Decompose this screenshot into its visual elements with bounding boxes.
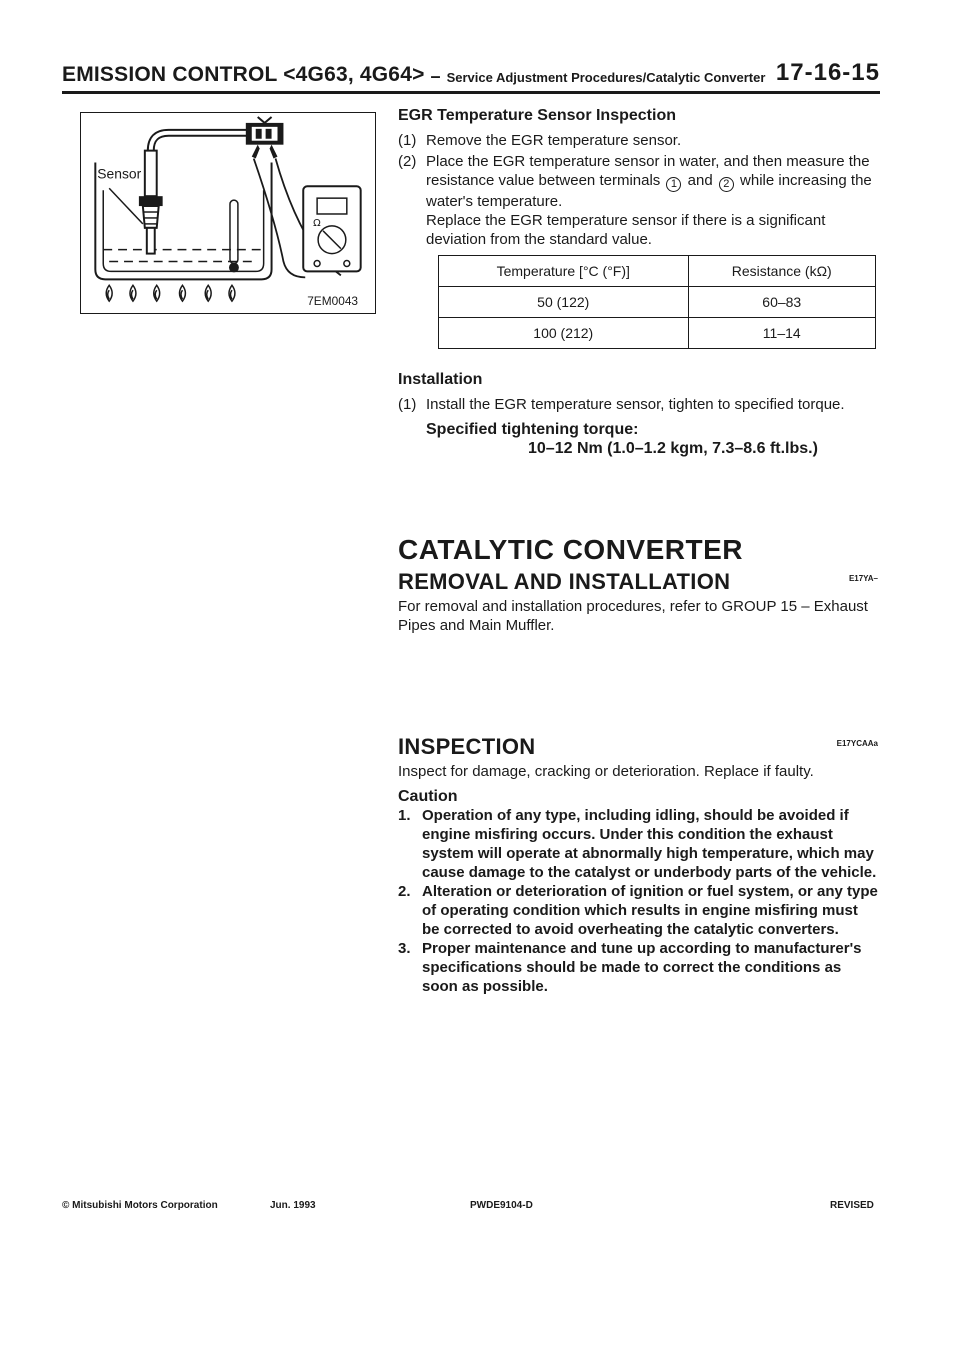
table-header-resistance: Resistance (kΩ) [688, 256, 875, 287]
torque-label: Specified tightening torque: [426, 421, 639, 438]
step-text-and: and [687, 172, 713, 189]
step-text-a: Place the EGR temperature sensor in water, and then measure the resistance value between terminals [426, 153, 870, 189]
removal-installation-title: REMOVAL AND INSTALLATION [398, 569, 731, 594]
footer-copyright: © Mitsubishi Motors Corporation [62, 1200, 218, 1211]
step-text: Install the EGR temperature sensor, tighten to specified torque. [426, 396, 845, 413]
caution-item [398, 939, 878, 996]
egr-step-2 [398, 152, 878, 249]
terminal-1-marker: 1 [666, 177, 681, 192]
sensor-stem [145, 151, 157, 197]
section-subtitle: Service Adjustment Procedures/Catalytic Converter [446, 70, 766, 85]
page-number: 17-16-15 [775, 59, 880, 86]
meter-jack-2 [344, 261, 350, 267]
caution-item [398, 806, 878, 882]
sensor-harness [151, 133, 246, 151]
caution-text: Operation of any type, including idling, should be avoided if engine misfiring occurs. Under this condition the exhaust system will operate at abnormally high temperature, which may cause damage to the catalyst or underbody parts of the vehicle. [422, 807, 877, 881]
inspection-section-code: E17YCAAa [836, 739, 878, 748]
caution-text: Proper maintenance and tune up according to manufacturer's specifications should be made to correct the conditions as soon as possible. [422, 940, 862, 995]
table-cell: 50 (122) [439, 287, 689, 318]
step-number: (1) [398, 396, 417, 413]
egr-step-1 [398, 131, 878, 150]
table-header-row [439, 256, 876, 287]
section-title: EMISSION CONTROL <4G63, 4G64> [62, 63, 425, 86]
table-cell: 11–14 [688, 318, 875, 349]
egr-sensor-test-diagram [81, 113, 375, 313]
sensor-hex-nut [139, 196, 163, 206]
table-cell: 100 (212) [439, 318, 689, 349]
probe-2 [270, 145, 278, 159]
page-header [62, 60, 880, 94]
table-header-temperature: Temperature [°C (°F)] [439, 256, 689, 287]
step-number: (2) [398, 153, 417, 170]
caution-text: Alteration or deterioration of ignition or fuel system, or any type of operating condition which results in engine misfiring must be corrected to avoid overheating the catalytic converters. [422, 883, 878, 938]
inspection-section [398, 734, 878, 996]
caution-title: Caution [398, 788, 458, 805]
removal-section-code: E17YA– [848, 574, 878, 583]
torque-value: 10–12 Nm (1.0–1.2 kgm, 7.3–8.6 ft.lbs.) [528, 440, 818, 457]
ohm-symbol: Ω [313, 217, 321, 229]
footer-status: REVISED [830, 1200, 874, 1211]
inspection-heading-row [398, 734, 878, 759]
catalytic-converter-section [398, 534, 878, 635]
step-text-c: Replace the EGR temperature sensor if there is a significant deviation from the standard value. [426, 212, 826, 248]
installation-title: Installation [398, 371, 483, 388]
sensor-label: Sensor [97, 165, 142, 182]
table-cell: 60–83 [688, 287, 875, 318]
sensor-leader-line [109, 188, 143, 224]
burner-flames [106, 285, 235, 301]
installation-section [398, 370, 878, 458]
caution-number: 3. [398, 940, 411, 957]
table-row [439, 287, 876, 318]
caution-item [398, 882, 878, 939]
thermometer [230, 200, 238, 263]
egr-sensor-test-figure [80, 112, 376, 314]
probe-1 [252, 145, 260, 159]
egr-inspection-section [398, 106, 878, 249]
header-separator: – [430, 66, 441, 86]
caution-number: 2. [398, 883, 411, 900]
footer-doc-code: PWDE9104-D [470, 1200, 533, 1211]
resistance-table [438, 255, 876, 349]
inspection-text: Inspect for damage, cracking or deterioration. Replace if faulty. [398, 763, 814, 780]
sensor-tip [147, 228, 155, 254]
step-number: (1) [398, 132, 417, 149]
catalytic-converter-title: CATALYTIC CONVERTER [398, 534, 743, 565]
ohmmeter-display [317, 198, 347, 214]
step-text: Remove the EGR temperature sensor. [426, 132, 682, 149]
removal-text: For removal and installation procedures, refer to GROUP 15 – Exhaust Pipes and Main Muffler. [398, 598, 868, 634]
figure-code: 7EM0043 [307, 294, 359, 309]
step-text [426, 152, 878, 249]
thermometer-bulb [229, 263, 239, 273]
installation-step-1 [398, 395, 878, 414]
egr-inspection-title: EGR Temperature Sensor Inspection [398, 107, 676, 124]
table-row [439, 318, 876, 349]
container-inner-wall [103, 190, 263, 271]
meter-jack-1 [314, 261, 320, 267]
removal-heading-row [398, 569, 878, 594]
footer-date: Jun. 1993 [270, 1200, 316, 1211]
terminal-2-marker: 2 [719, 177, 734, 192]
resistance-table-wrap [398, 255, 878, 349]
inspection-title: INSPECTION [398, 734, 536, 759]
caution-number: 1. [398, 807, 411, 824]
step-text-b: while increasing the water's temperature. [426, 172, 872, 210]
